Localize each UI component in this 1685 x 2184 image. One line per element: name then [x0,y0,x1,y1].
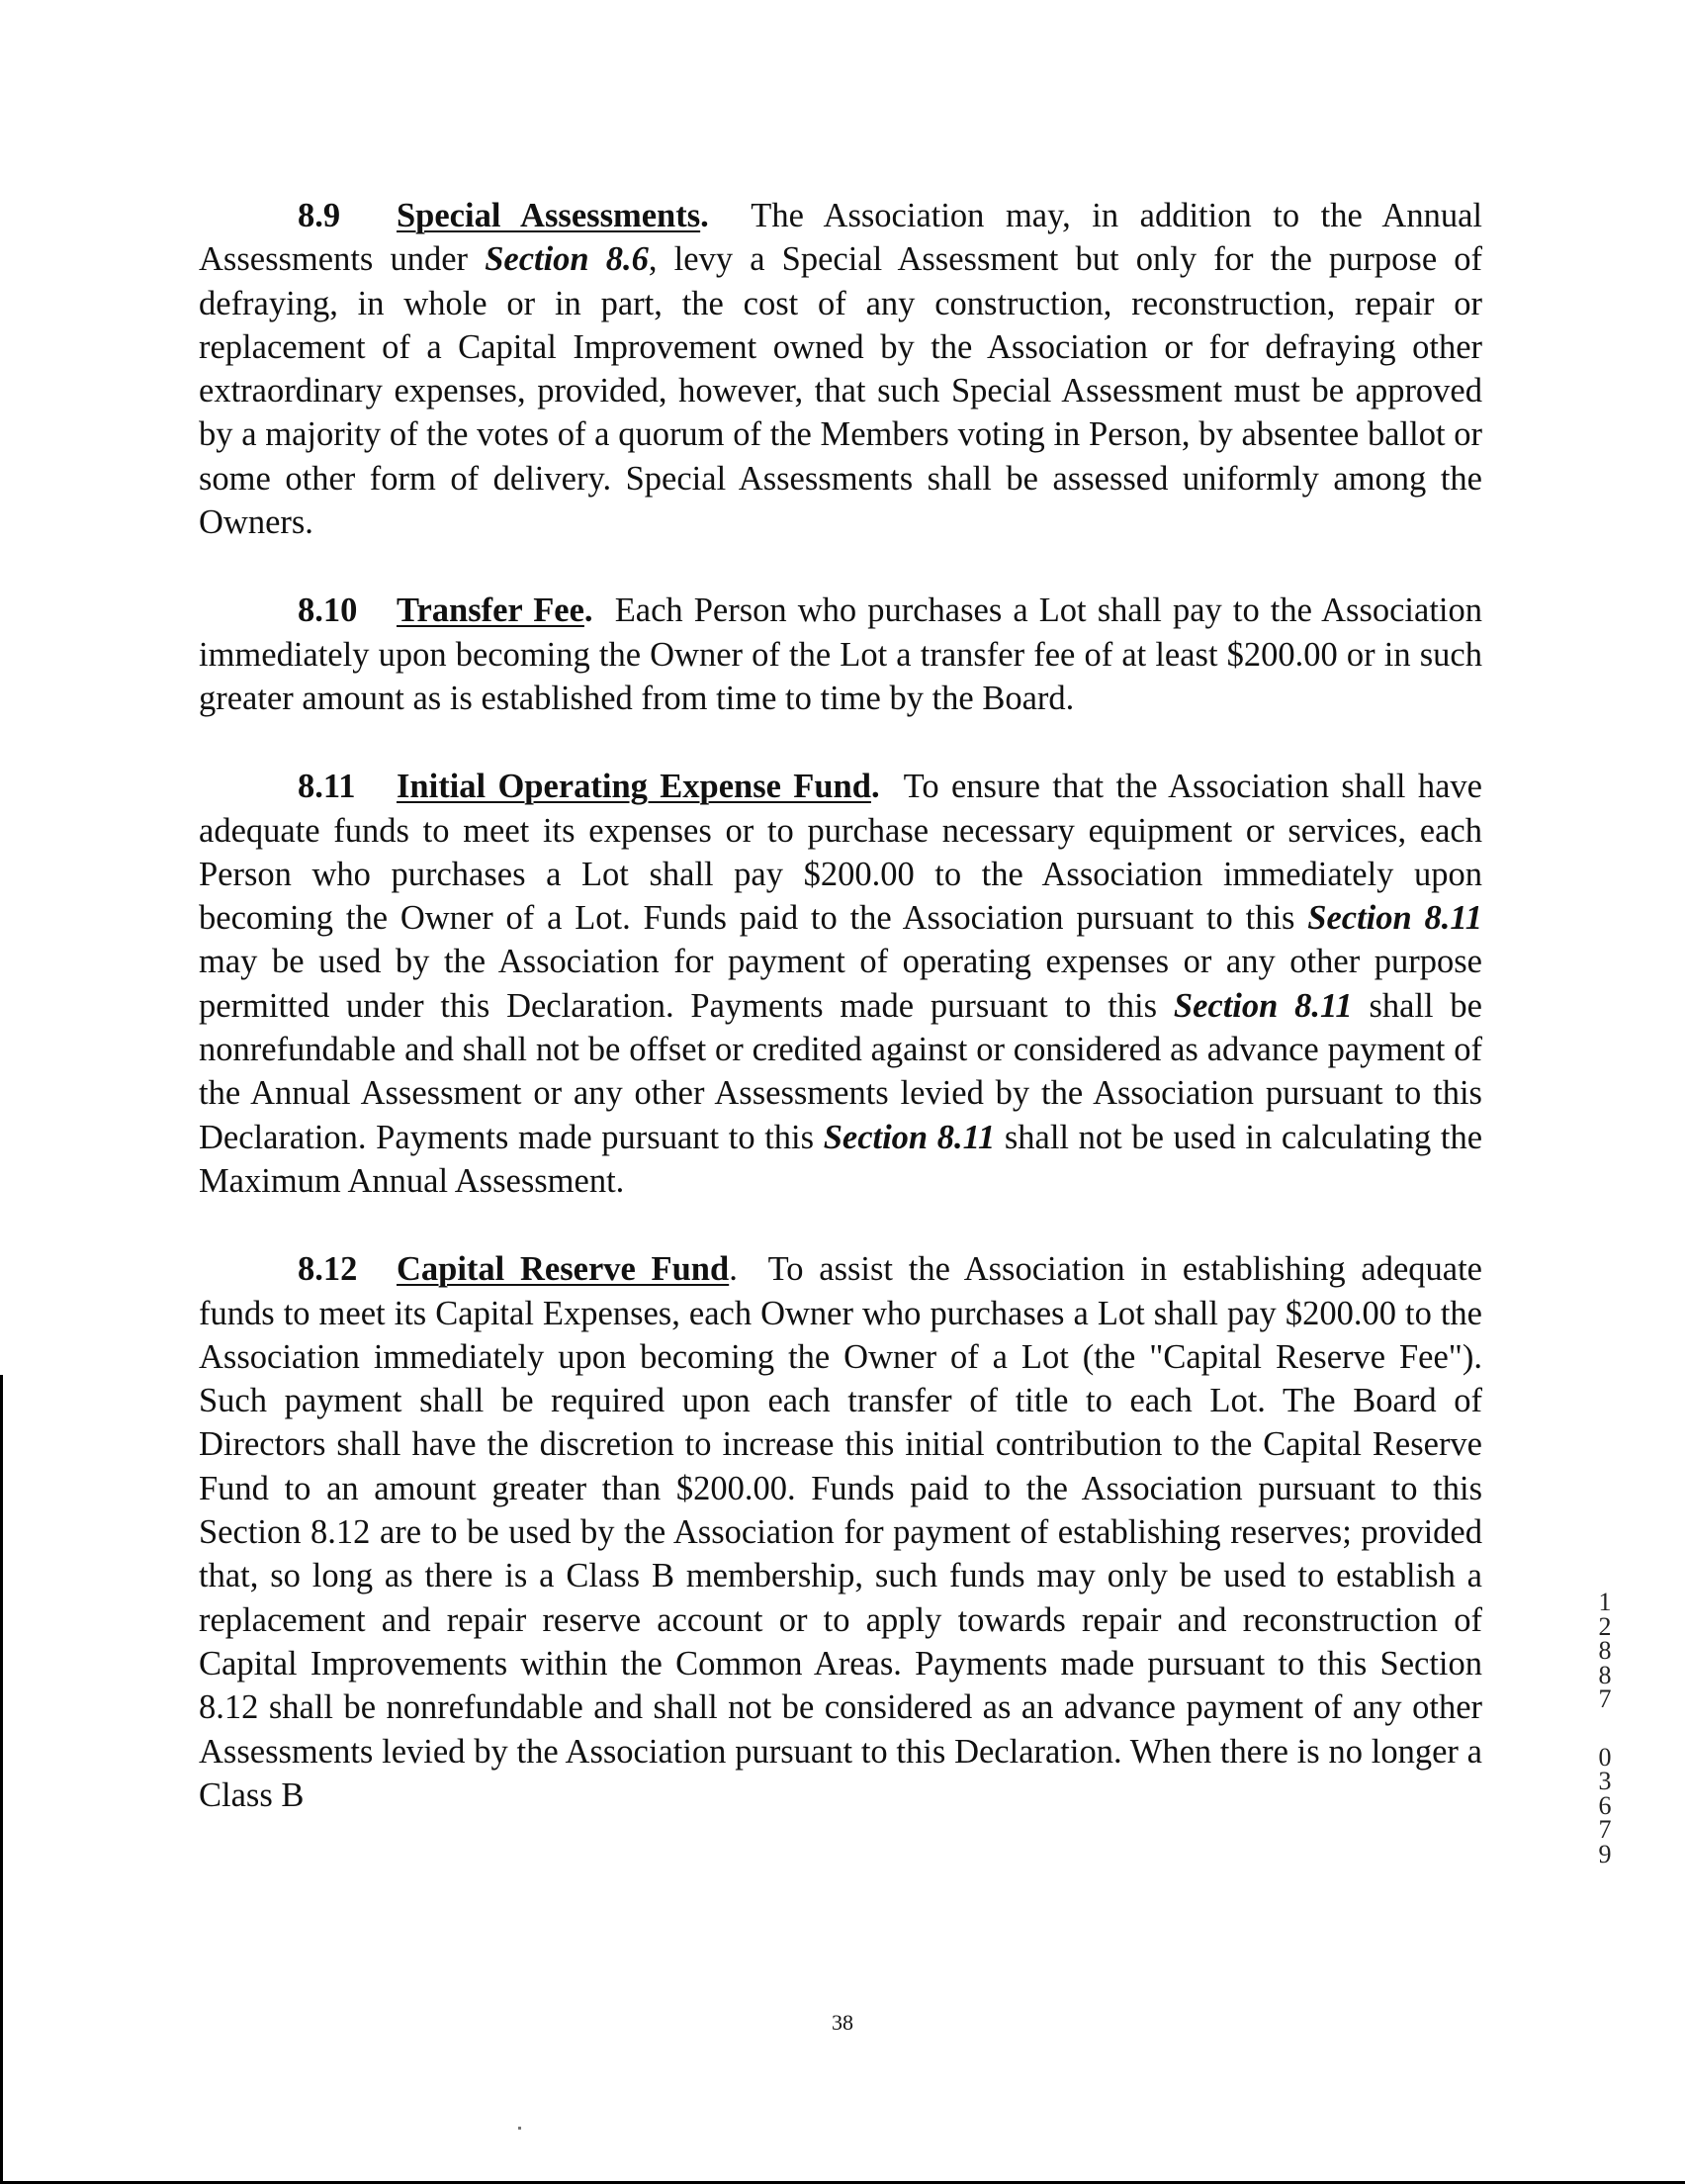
section-text: The Association may, in addition to the Annual Assessments under [199,197,1482,279]
section-number: 8.9 [298,197,341,234]
section-number: 8.11 [298,768,356,806]
section-title: Capital Reserve Fund [397,1250,730,1289]
section-text: To assist the Association in establishing adequate funds to meet its Capital Expenses, each Owner who purchases a Lot shall pay $200.00 to the Association immediately upon becoming the Owner of a Lot (the "Capital Reserve Fee"). Such payment shall be required upon each transfer of title to each Lot. The Board of Directors shall have the discretion to increase this initial contribution to the Capital Reserve Fund to an amount greater than $200.00. Funds paid to the Association pursuant to this Section 8.12 are to be used by the Association for payment of establishing reserves; provided that, so long as there is a Class B membership, such funds may only be used to establish a replacement and repair reserve account or to apply towards repair and reconstruction of Capital Improvements within the Common Areas. Payments made pursuant to this Section 8.12 shall be nonrefundable and shall not be considered as an advance payment of any other Assessments levied by the Association pursuant to this Declaration. When there is no longer a Class B [199,1250,1482,1814]
section-text: may be used by the Association for payment of operating expenses or any other purpose permitted under this Declaration. Payments made pursuant to this [199,943,1482,1025]
section-text: To ensure that the Association shall have adequate funds to meet its expenses or to purchase necessary equipment or services, each Person who purchases a Lot shall pay $200.00 to the Association immediately upon becoming the Owner of a Lot. Funds paid to the Association pursuant to this [199,768,1482,938]
section-number: 8.10 [298,592,358,630]
page-number: 38 [832,2010,853,2035]
section-reference: Section 8.11 [1173,986,1353,1025]
section-text: shall be nonrefundable and shall not be offset or credited against or considered as advance payment of the Annual Assessment or any other Assessments levied by the Association pursuant to this Declaration. Payments made pursuant to this [199,986,1482,1156]
ref-digit: 0 [1598,1742,1612,1772]
recording-book-reference [1590,1588,1620,1868]
ref-digit: 1 [1598,1588,1612,1616]
document-body [199,194,1482,1862]
scan-speck [518,2127,521,2130]
section-title: Special Assessments [397,197,701,234]
section-title: Transfer Fee [397,592,584,630]
section-number: 8.12 [298,1250,358,1289]
section-reference: Section 8.6 [485,240,649,279]
ref-digit: 8 [1598,1636,1612,1665]
section-title: Initial Operating Expense Fund [397,768,871,806]
ref-digit: 2 [1598,1611,1612,1641]
ref-digit: 7 [1598,1684,1612,1713]
section-reference: Section 8.11 [823,1118,996,1156]
section-text: , levy a Special Assessment but only for the purpose of defraying, in whole or in part, the cost of any construction, reconstruction, repair or replacement of a Capital Improvement owned by the Association or for defraying other extraordinary expenses, provided, however, that such Special Assessment must be approved by a majority of the votes of a quorum of the Members voting in Person, by absentee ballot or some other form of delivery. Special Assessments shall be assessed uniformly among the Owners. [199,240,1483,542]
section-reference: Section 8.11 [1307,899,1482,938]
ref-digit: 7 [1598,1815,1612,1844]
ref-digit: 8 [1598,1660,1612,1689]
section-text: Each Person who purchases a Lot shall pay to the Association immediately upon becoming the Owner of the Lot a transfer fee of at least $200.00 or in such greater amount as is established from time to time by the Board. [199,592,1482,717]
section-text: shall not be used in calculating the Maximum Annual Assessment. [199,1118,1483,1200]
section-8-9: 8.9 Special Assessments. The Association may, in addition to the Annual Assessments under Section 8.6, levy a Special Assessment but only for the purpose of defraying, in whole or in part, the cost of any construction, reconstruction, repair or replacement of a Capital Improvement owned by the Association or for defraying other extraordinary expenses, provided, however, that such Special Assessment must be approved by a majority of the votes of a quorum of the Members voting in Person, by absentee ballot or some other form of delivery. Special Assessments shall be assessed uniformly among the Owners. [199,194,1482,544]
section-8-11: 8.11 Initial Operating Expense Fund. To ensure that the Association shall have adequate funds to meet its expenses or to purchase necessary equipment or services, each Person who purchases a Lot shall pay $200.00 to the Association immediately upon becoming the Owner of a Lot. Funds paid to the Association pursuant to this Section 8.11 may be used by the Association for payment of operating expenses or any other purpose permitted under this Declaration. Payments made pursuant to this Section 8.11 shall be nonrefundable and shall not be offset or credited against or considered as advance payment of the Annual Assessment or any other Assessments levied by the Association pursuant to this Declaration. Payments made pursuant to this Section 8.11 shall not be used in calculating the Maximum Annual Assessment. [199,765,1482,1203]
ref-digit: 6 [1598,1790,1612,1820]
section-8-10: 8.10 Transfer Fee. Each Person who purchases a Lot shall pay to the Association immediately upon becoming the Owner of the Lot a transfer fee of at least $200.00 or in such greater amount as is established from time to time by the Board. [199,589,1482,720]
left-edge-bar [0,1375,3,2184]
ref-digit: 9 [1598,1839,1612,1868]
section-8-12: 8.12 Capital Reserve Fund. To assist the Association in establishing adequate funds to meet its Capital Expenses, each Owner who purchases a Lot shall pay $200.00 to the Association immediately upon becoming the Owner of a Lot (the "Capital Reserve Fee"). Such payment shall be required upon each transfer of title to each Lot. The Board of Directors shall have the discretion to increase this initial contribution to the Capital Reserve Fund to an amount greater than $200.00. Funds paid to the Association pursuant to this Section 8.12 are to be used by the Association for payment of establishing reserves; provided that, so long as there is a Class B membership, such funds may only be used to establish a replacement and repair reserve account or to apply towards repair and reconstruction of Capital Improvements within the Common Areas. Payments made pursuant to this Section 8.12 shall be nonrefundable and shall not be considered as an advance payment of any other Assessments levied by the Association pursuant to this Declaration. When there is no longer a Class B [199,1247,1482,1817]
ref-digit: 3 [1598,1767,1612,1795]
